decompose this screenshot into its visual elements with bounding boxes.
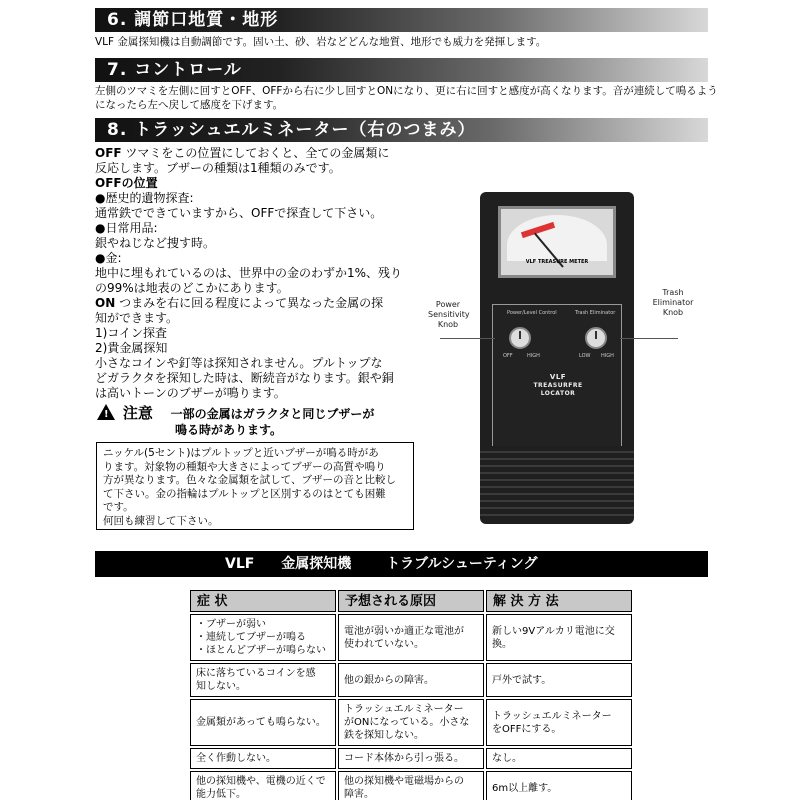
- section-7-header: [95, 58, 708, 82]
- section-8-line: [95, 326, 425, 341]
- header-solution: 解 決 方 法: [486, 590, 632, 612]
- section-8-line: [95, 341, 425, 356]
- left-knob-label: Power/Level Control: [507, 310, 557, 316]
- right-knob-label: Trash Eliminator: [575, 310, 616, 316]
- logo-line-3: LOCATOR: [540, 390, 576, 397]
- solution-cell: [486, 614, 632, 661]
- cause-cell: [338, 748, 484, 769]
- cell-line: 床に落ちているコインを感: [196, 668, 316, 679]
- cell-line: 能力低下。: [196, 789, 246, 800]
- section-8-line: [95, 161, 425, 176]
- section-8-line: [95, 356, 425, 371]
- callout-right-line-1: Trash: [662, 288, 684, 297]
- troubleshooting-title-1: VLF: [225, 556, 255, 572]
- section-8-line-bold: OFFの位置: [95, 176, 158, 190]
- note-line: ります。対象物の種類や大きさによってブザーの高質や鳴り: [103, 460, 386, 473]
- callout-left-arrow: [440, 338, 495, 339]
- callout-trash-eliminator: [645, 288, 701, 318]
- right-high-label: HIGH: [601, 353, 614, 359]
- cell-line: 他の探知機や、電機の近くで: [196, 776, 326, 787]
- troubleshooting-title-3: トラブルシューティング: [386, 556, 538, 572]
- troubleshooting-table: [188, 588, 634, 800]
- note-line: 何回も練習して下さい。: [103, 514, 219, 527]
- cell-line: ・ほとんどブザーが鳴らない: [196, 645, 326, 656]
- note-line: 方が異なります。色々な金属類を試して、ブザーの音と比較し: [103, 474, 396, 486]
- control-panel: [492, 304, 622, 454]
- section-8-title: 8. トラッシュエルミネーター（右のつまみ）: [107, 120, 476, 140]
- section-7-title: 7. コントロール: [107, 60, 242, 80]
- section-8-header: [95, 118, 708, 142]
- section-8-line-text: つまみを右に回る程度によって異なった金属の探: [115, 296, 384, 310]
- cell-line: 使われていない。: [344, 638, 424, 650]
- cell-line: ・ブザーが弱い: [196, 619, 266, 630]
- section-8-line: [95, 296, 425, 311]
- section-8-line: [95, 386, 425, 401]
- section-8-line: [95, 266, 425, 281]
- section-8-line: [95, 176, 425, 191]
- section-8-line-text: どガラクタを探知した時は、断続音がなります。銀や銅: [95, 371, 394, 385]
- cause-cell: [338, 699, 484, 746]
- section-6-title: 6. 調節口地質・地形: [107, 10, 279, 30]
- solution-cell: [486, 771, 632, 800]
- callout-right-line-2: Eliminator: [652, 298, 694, 307]
- section-8-line-text: は高いトーンのブザーが鳴ります。: [95, 386, 286, 400]
- cell-line: 全く作動しない。: [196, 753, 276, 764]
- warning-icon: [97, 404, 115, 420]
- cell-line: トラッシュエルミネーター: [344, 704, 464, 715]
- callout-left-line-3: Knob: [437, 320, 459, 329]
- cell-line: 戸外で試す。: [492, 674, 552, 686]
- table-row: [190, 748, 632, 769]
- treasure-meter: [498, 206, 616, 278]
- logo-line-1: VLF: [549, 373, 567, 381]
- note-line: ニッケル(5セント)はプルトップと近いブザーが鳴る時があ: [103, 447, 379, 459]
- caution-title: 注意: [122, 404, 153, 422]
- section-8-line: [95, 281, 425, 296]
- troubleshooting-title-2: 金属探知機: [281, 556, 352, 572]
- section-8-line: [95, 311, 425, 326]
- right-low-label: LOW: [579, 353, 591, 359]
- section-8-line: [95, 206, 425, 221]
- solution-cell: [486, 699, 632, 746]
- cell-line: トラッシュエルミネーター: [492, 710, 612, 722]
- section-8-line-text: 2)貴金属探知: [95, 341, 168, 355]
- callout-right-arrow: [620, 338, 678, 339]
- section-6-header: [95, 8, 708, 32]
- section-8-line-text: の99%は地表のどこかにあります。: [95, 281, 289, 295]
- section-8-line-bold: OFF: [95, 146, 122, 160]
- table-header-row: [190, 590, 632, 612]
- caution-line-2: 鳴る時があります。: [175, 423, 283, 437]
- section-8-line-text: 地中に埋もれているのは、世界中の金のわずか1%、残り: [95, 266, 403, 280]
- cell-line: をOFFにする。: [492, 723, 562, 735]
- section-8-line-bold: ON: [95, 296, 116, 310]
- section-8-line: [95, 371, 425, 386]
- table-row: [190, 663, 632, 697]
- section-7-text: [95, 84, 718, 112]
- cell-line: ・連続してブザーが鳴る: [196, 632, 306, 643]
- section-6-text: VLF 金属探知機は自動調節です。固い土、砂、岩などどんな地質、地形でも威力を発揮します。: [95, 36, 547, 48]
- cell-line: 新しい9Vアルカリ電池に交換。: [492, 625, 615, 650]
- section-8-line-text: 反応します。ブザーの種類は1種類のみです。: [95, 161, 341, 175]
- cell-line: 6m以上離す。: [492, 782, 558, 794]
- cell-line: がONになっている。小さな: [344, 717, 470, 728]
- cell-line: 障害。: [344, 789, 374, 800]
- callout-power-sensitivity: [428, 300, 468, 330]
- callout-left-line-1: Power: [435, 300, 461, 309]
- section-8-line: [95, 236, 425, 251]
- left-high-label: HIGH: [527, 353, 540, 359]
- solution-cell: [486, 748, 632, 769]
- section-8-line-text: 小さなコインや釘等は探知されません。プルトップな: [95, 356, 383, 370]
- meter-face: [507, 215, 607, 261]
- section-8-line: [95, 146, 425, 161]
- metal-detector-device: [480, 192, 634, 524]
- trash-eliminator-knob[interactable]: [585, 327, 607, 349]
- section-8-line: [95, 221, 425, 236]
- caution-block: [97, 404, 427, 438]
- caution-line-1: 一部の金属はガラクタと同じブザーが: [170, 407, 375, 421]
- left-off-label: OFF: [503, 353, 513, 359]
- note-line: です。: [103, 501, 134, 513]
- cell-line: 知しない。: [196, 681, 246, 692]
- note-box: [96, 442, 414, 530]
- section-8-line-text: 銀やねじなど捜す時。: [95, 236, 216, 250]
- symptom-cell: [190, 771, 336, 800]
- solution-cell: [486, 663, 632, 697]
- cell-line: 鉄を探知しない。: [344, 730, 424, 741]
- section-7-line-1: 左側のツマミを左側に回すとOFF、OFFから右に少し回すとONになり、更に右に回すと感度が高くなります。音が連続して鳴るよう: [95, 85, 718, 97]
- cause-cell: [338, 663, 484, 697]
- symptom-cell: [190, 699, 336, 746]
- section-8-line-text: ●歴史的遺物探査:: [95, 191, 194, 205]
- header-cause: 予想される原因: [338, 590, 484, 612]
- section-8-line-text: ●日常用品:: [95, 221, 158, 235]
- note-line: て下さい。金の指輪はプルトップと区別するのはとても困難: [103, 487, 386, 500]
- troubleshooting-header: [95, 551, 708, 577]
- callout-right-line-3: Knob: [662, 308, 684, 317]
- section-8-line: [95, 251, 425, 266]
- logo-line-2: TREASURFRE: [533, 382, 583, 389]
- meter-label: VLF TREASURE METER: [525, 259, 589, 265]
- symptom-cell: [190, 614, 336, 661]
- cell-line: 金属類があっても鳴らない。: [196, 717, 326, 728]
- section-7-line-2: になったら左へ戻して感度を下げます。: [95, 99, 284, 111]
- cell-line: 他の探知機や電磁場からの: [344, 776, 464, 787]
- section-8-line: [95, 191, 425, 206]
- table-row: [190, 771, 632, 800]
- cell-line: 他の銀からの障害。: [344, 674, 434, 686]
- power-sensitivity-knob[interactable]: [509, 327, 531, 349]
- cell-line: コード本体から引っ張る。: [344, 753, 464, 764]
- table-row: [190, 699, 632, 746]
- header-symptom: 症 状: [190, 590, 336, 612]
- speaker-grille: [480, 446, 634, 516]
- section-8-line-text: ツマミをこの位置にしておくと、全ての金属類に: [121, 146, 390, 160]
- cell-line: 電池が弱いか適正な電池が: [344, 625, 464, 637]
- table-row: [190, 614, 632, 661]
- cell-line: なし。: [492, 753, 522, 764]
- section-8-line-text: 1)コイン探査: [95, 326, 167, 340]
- symptom-cell: [190, 748, 336, 769]
- symptom-cell: [190, 663, 336, 697]
- section-8-text: [95, 146, 425, 401]
- cause-cell: [338, 771, 484, 800]
- section-8-line-text: 知ができます。: [95, 311, 179, 325]
- section-8-line-text: 通常鉄でできていますから、OFFで探査して下さい。: [95, 206, 383, 220]
- cause-cell: [338, 614, 484, 661]
- section-8-line-text: ●金:: [95, 251, 122, 265]
- callout-left-line-2: Sensitivity: [428, 310, 470, 319]
